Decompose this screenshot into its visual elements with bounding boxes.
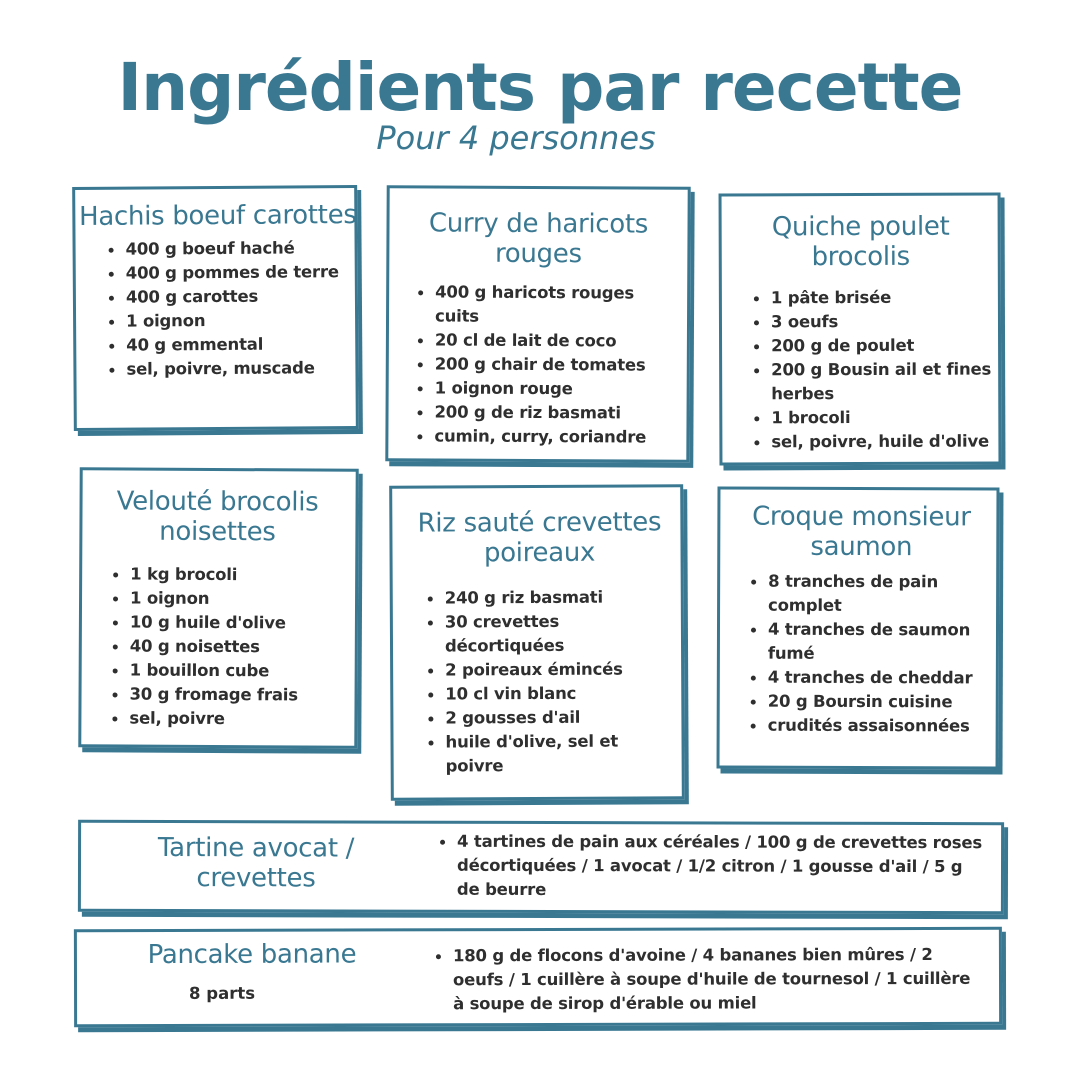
- ingredient-item: 1 bouillon cube: [110, 658, 355, 683]
- ingredient-item: 3 oeufs: [751, 310, 991, 335]
- ingredient-list: [109, 562, 355, 731]
- ingredient-list: [106, 236, 356, 382]
- recipe-title: Pancake banane: [147, 939, 357, 971]
- page-subtitle: Pour 4 personnes: [376, 119, 656, 157]
- ingredient-item: 400 g carottes: [106, 284, 355, 310]
- recipe-card-veloute: [78, 467, 358, 748]
- recipe-title: Velouté brocolis noisettes: [116, 486, 319, 548]
- ingredient-item: 400 g boeuf haché: [106, 236, 355, 262]
- recipe-card-pancake: [74, 927, 1002, 1027]
- recipe-title: Quiche poulet brocolis: [771, 211, 950, 273]
- ingredient-item: cumin, curry, coriandre: [414, 424, 674, 449]
- ingredient-list: [414, 280, 675, 449]
- ingredient-list: [433, 943, 983, 1016]
- ingredient-item: 400 g haricots rouges cuits: [415, 280, 675, 329]
- ingredient-item: crudités assaisonnées: [748, 714, 988, 739]
- recipe-card-hachis: [72, 185, 359, 431]
- ingredient-list: [748, 570, 989, 739]
- ingredient-item: 40 g emmental: [106, 332, 355, 358]
- ingredient-item: 8 tranches de pain complet: [748, 570, 988, 619]
- ingredient-item: 1 oignon: [110, 586, 355, 611]
- ingredient-item: 4 tranches de cheddar: [748, 666, 988, 691]
- ingredient-item: 30 g fromage frais: [109, 682, 354, 707]
- ingredient-item: 1 kg brocoli: [110, 562, 355, 587]
- ingredient-item: 240 g riz basmati: [425, 585, 673, 610]
- ingredient-item: 2 gousses d'ail: [425, 705, 673, 730]
- ingredient-item: 1 oignon: [106, 308, 355, 334]
- ingredient-item: 20 cl de lait de coco: [415, 328, 675, 353]
- recipe-card-curry: [385, 185, 690, 463]
- recipe-title: Curry de haricots rouges: [428, 208, 649, 270]
- ingredient-item: sel, poivre, muscade: [106, 356, 355, 382]
- recipe-title: Croque monsieur saumon: [752, 501, 971, 563]
- recipe-card-croque: [717, 487, 1000, 770]
- ingredient-item: 1 pâte brisée: [751, 286, 991, 311]
- ingredient-item: 40 g noisettes: [110, 634, 355, 659]
- ingredient-item: 20 g Boursin cuisine: [748, 690, 988, 715]
- ingredient-list: [425, 585, 674, 778]
- servings-note: 8 parts: [189, 983, 256, 1003]
- ingredient-item: sel, poivre: [109, 706, 354, 731]
- recipe-card-quiche: [719, 193, 1002, 466]
- ingredient-item: 4 tranches de saumon fumé: [748, 618, 988, 667]
- recipe-card-tartine: [78, 820, 1004, 914]
- ingredient-item: sel, poivre, huile d'olive: [751, 430, 991, 455]
- recipe-title: Hachis boeuf carottes: [79, 200, 357, 232]
- ingredient-item: 30 crevettes décortiquées: [425, 609, 673, 658]
- ingredient-item: 200 g chair de tomates: [415, 352, 675, 377]
- ingredient-list: [751, 286, 992, 455]
- ingredient-item: 1 brocoli: [751, 406, 991, 431]
- ingredient-item: 10 cl vin blanc: [425, 681, 673, 706]
- recipe-card-riz-saute: [389, 484, 685, 801]
- ingredient-item: 2 poireaux émincés: [425, 657, 673, 682]
- ingredient-item: 400 g pommes de terre: [106, 260, 355, 286]
- ingredient-item: 180 g de flocons d'avoine / 4 bananes bien mûres / 2 oeufs / 1 cuillère à soupe d'huile de tournesol / 1 cuillère à soupe de sirop d'érable ou miel: [433, 943, 983, 1016]
- ingredient-item: 200 g de riz basmati: [414, 400, 674, 425]
- ingredient-item: 200 g Bousin ail et fines herbes: [751, 358, 991, 407]
- ingredient-list: [437, 830, 987, 903]
- ingredient-item: 200 g de poulet: [751, 334, 991, 359]
- ingredient-item: 1 oignon rouge: [415, 376, 675, 401]
- recipe-title: Tartine avocat / crevettes: [157, 832, 355, 894]
- recipe-title: Riz sauté crevettes poireaux: [417, 507, 662, 569]
- page-title: Ingrédients par recette: [117, 49, 963, 126]
- ingredient-item: huile d'olive, sel et poivre: [425, 729, 673, 778]
- ingredient-item: 10 g huile d'olive: [110, 610, 355, 635]
- ingredient-item: 4 tartines de pain aux céréales / 100 g de crevettes roses décortiquées / 1 avocat / 1/2 citron / 1 gousse d'ail / 5 g de beurre: [437, 830, 987, 903]
